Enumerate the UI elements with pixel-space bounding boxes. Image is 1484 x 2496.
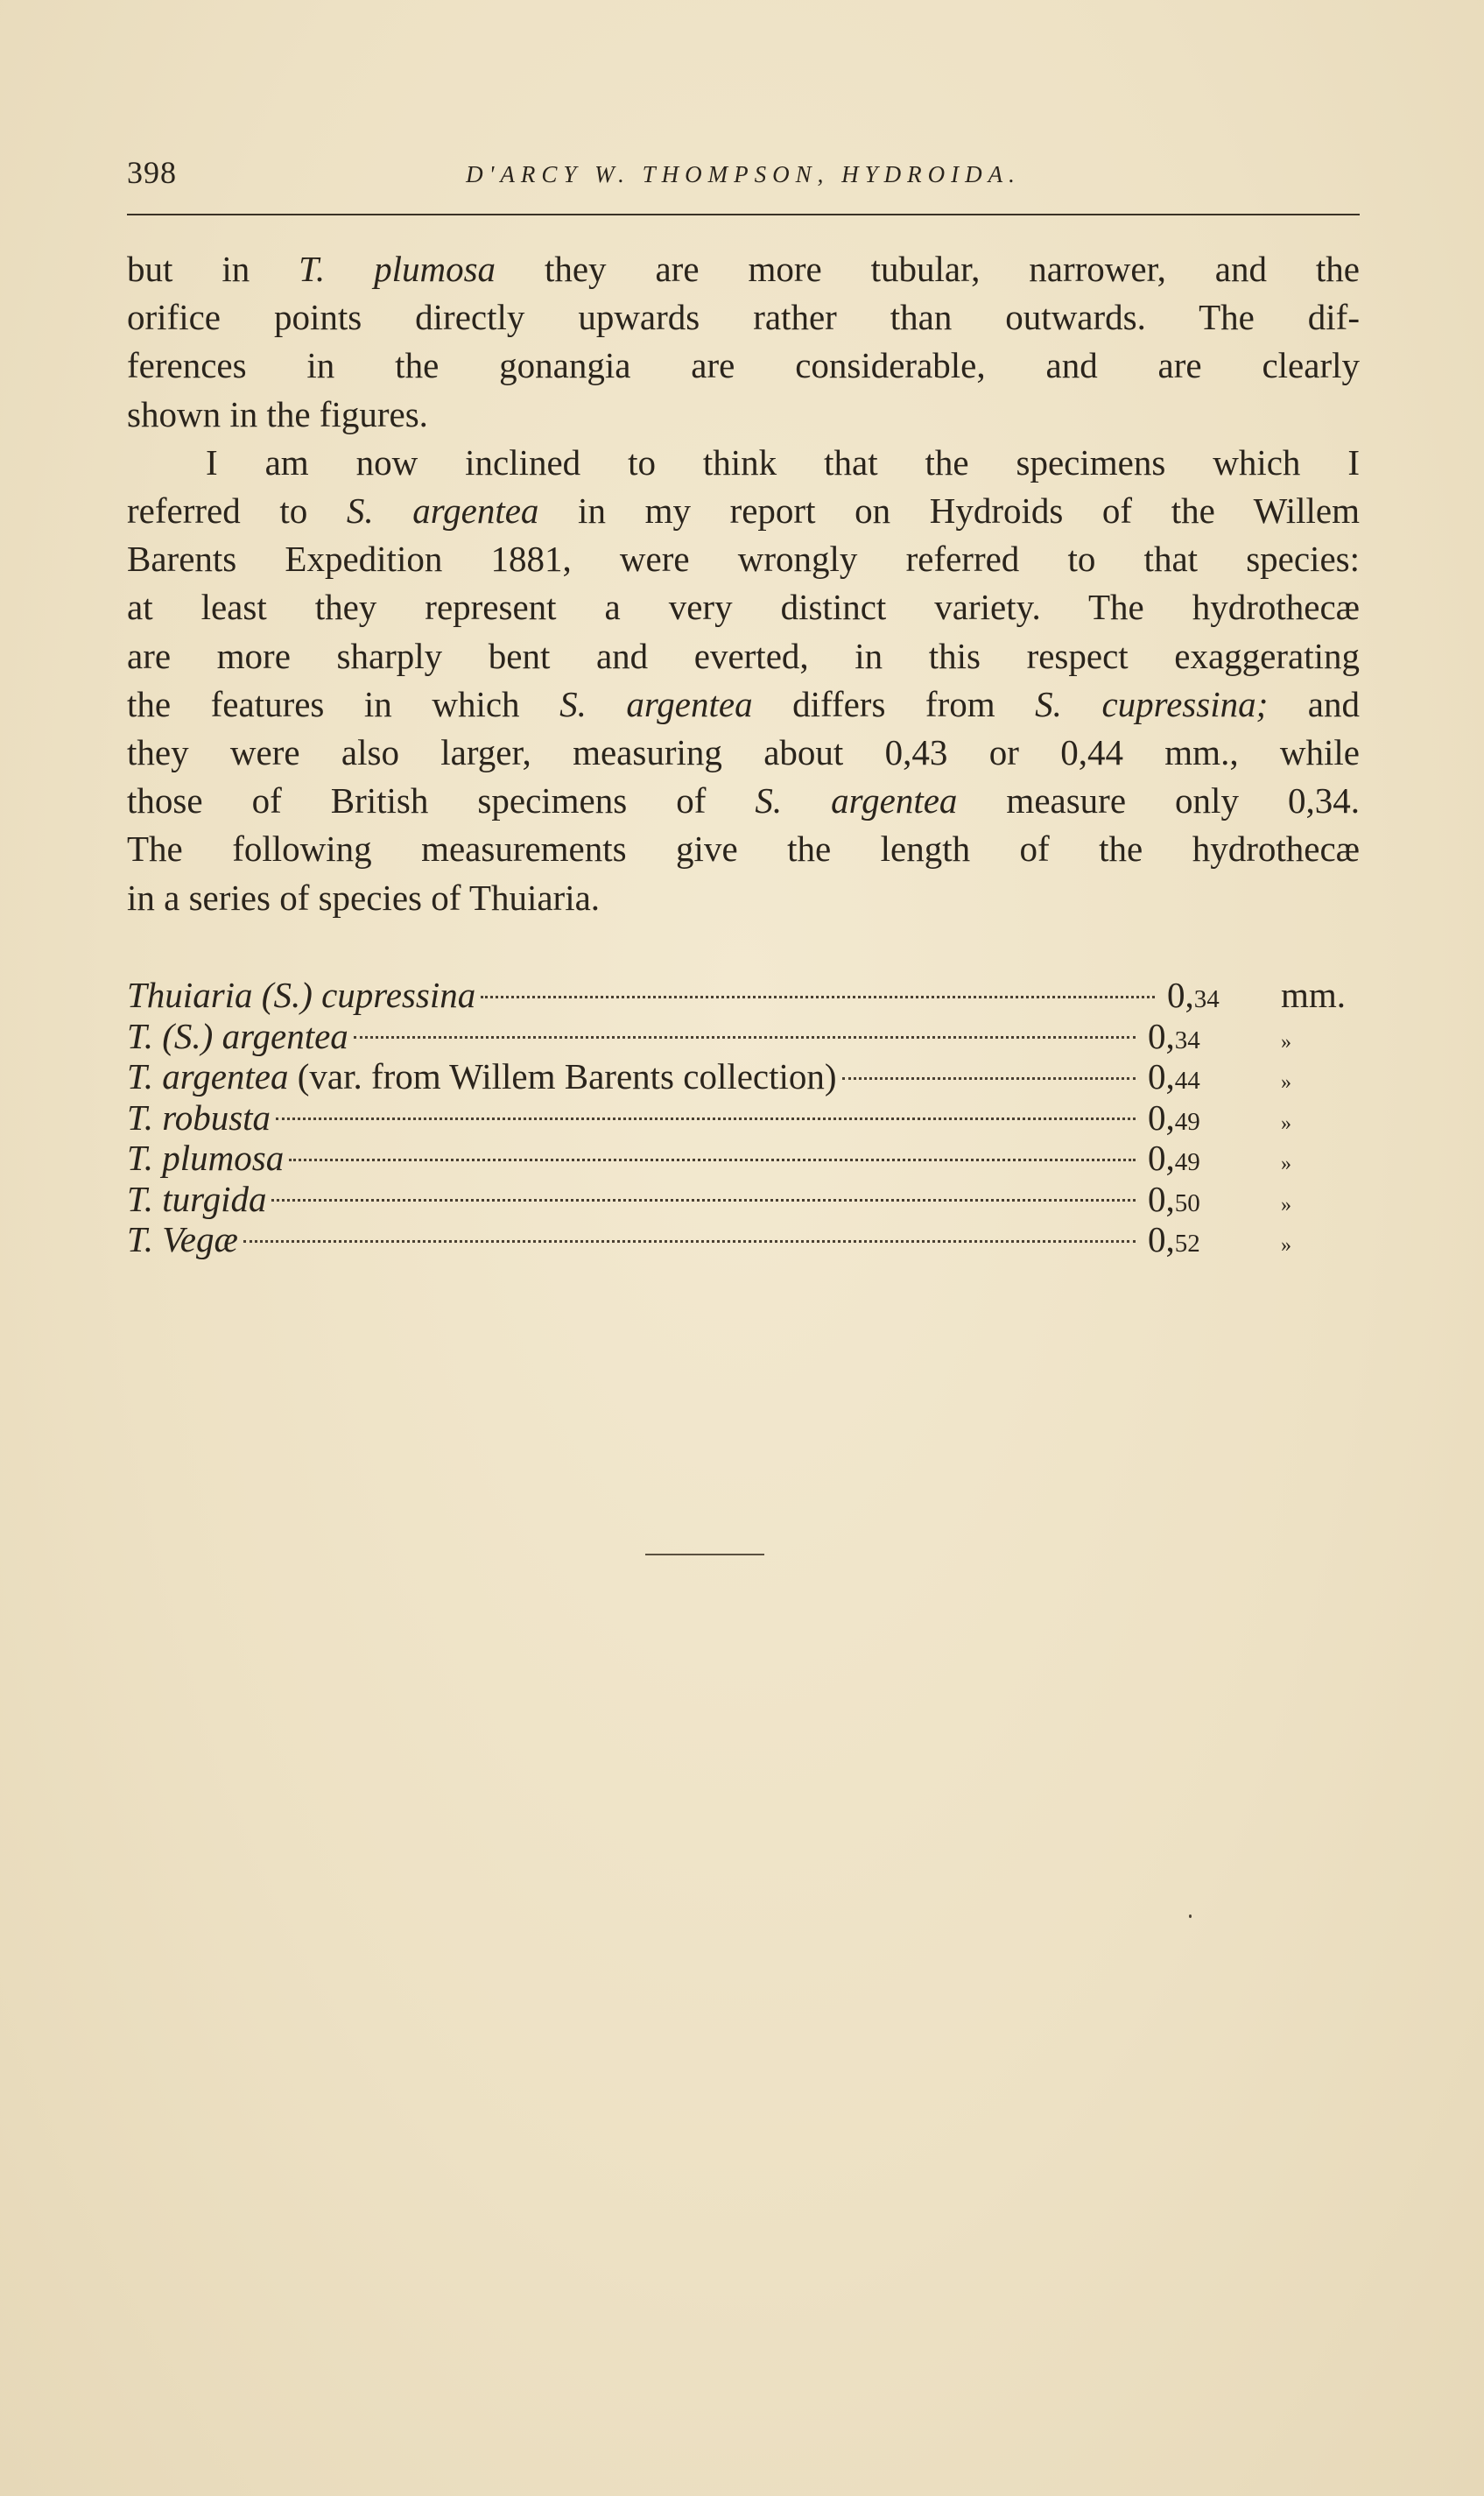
value-decimal: 34 [1193,985,1220,1013]
species-name: T. turgida [127,1178,267,1219]
dot-leader [271,1199,1136,1202]
text-line: Barents Expedition 1881, were wrongly referred to that species: [127,539,1360,580]
value-decimal: 52 [1174,1230,1200,1258]
value-integer: 0, [1148,1096,1175,1138]
end-rule [645,1554,764,1555]
running-title: D'ARCY W. THOMPSON, HYDROIDA. [466,161,1021,187]
value-decimal: 49 [1174,1107,1200,1136]
value-integer: 0, [1167,975,1194,1015]
species-cell [127,1178,266,1220]
species-name: T. plumosa [127,1138,285,1178]
species-cell [127,974,475,1016]
text-line: are more sharply bent and everted, in this respect exaggerating [127,635,1360,676]
unit-label: » [1281,1111,1291,1135]
species-name: S. argentea [346,490,539,532]
table-row [127,1137,1368,1178]
value-integer: 0, [1148,1178,1175,1219]
unit-label: mm. [1281,975,1347,1015]
text-line: but in T. plumosa they are more tubular, narrower, and the [127,249,1360,289]
text-line: in a series of species of Thuiaria. [127,877,601,918]
table-row [127,974,1368,1015]
dot-leader [289,1159,1136,1161]
species-name: S. argentea [559,683,753,724]
text-line: shown in the figures. [127,393,428,434]
value-decimal: 50 [1174,1188,1200,1217]
species-name: T. robusta [127,1096,271,1138]
table-row [127,1178,1368,1219]
dot-leader [276,1118,1136,1120]
species-cell [127,1015,348,1057]
unit-label: » [1281,1030,1291,1054]
dot-leader [842,1077,1136,1080]
text-line: those of British specimens of S. argentea measure only 0,34. [127,780,1360,821]
table-row [127,1055,1368,1096]
unit-label: » [1281,1071,1291,1094]
text-line: they were also larger, measuring about 0,43 or 0,44 mm., while [127,732,1360,773]
species-cell [127,1055,837,1097]
text-line: the features in which S. argentea differs from S. cupressina; and [127,683,1360,724]
value-decimal: 34 [1174,1026,1200,1054]
species-note: (var. from Willem Barents collection) [288,1056,837,1096]
unit-label: » [1281,1193,1291,1216]
species-name: T. argentea [127,1056,289,1096]
value-decimal: 44 [1174,1067,1200,1095]
text-line: orifice points directly upwards rather than outwards. The dif- [127,297,1360,338]
length-value [1167,974,1272,1016]
species-name: T. Vegæ [127,1219,238,1259]
length-value [1148,1015,1253,1057]
species-name: T. (S.) argentea [127,1015,348,1056]
value-integer: 0, [1148,1138,1175,1178]
length-value [1148,1096,1253,1139]
value-decimal: 49 [1174,1148,1200,1176]
value-integer: 0, [1148,1056,1175,1096]
length-value [1148,1137,1253,1179]
species-name: S. argentea [755,780,958,821]
value-integer: 0, [1148,1015,1175,1056]
body-text [127,245,1360,922]
length-value [1148,1218,1253,1260]
page-number: 398 [127,155,177,190]
text-line: The following measurements give the length of the hydrothecæ [127,828,1360,870]
dot-leader [354,1036,1136,1039]
measurement-table [127,974,1368,1259]
length-value [1148,1178,1253,1220]
species-name: T. plumosa [299,249,496,289]
value-integer: 0, [1148,1219,1175,1259]
table-row [127,1218,1368,1259]
unit-label: » [1281,1234,1291,1257]
unit-label: » [1281,1153,1291,1175]
running-head [127,154,1360,198]
table-row [127,1096,1368,1138]
species-cell [127,1096,271,1139]
paragraph-2 [127,439,1360,922]
species-name: Thuiaria (S.) cupressina [127,975,476,1015]
paragraph-1 [127,245,1360,439]
text-line: referred to S. argentea in my report on Hydroids of the Willem [127,490,1360,532]
species-cell [127,1137,284,1179]
dot-leader [481,996,1155,998]
header-rule [127,214,1360,215]
dot-leader [243,1240,1136,1243]
species-cell [127,1218,238,1260]
table-row [127,1015,1368,1056]
text-line: I am now inclined to think that the specimens which I [206,441,1360,483]
length-value [1148,1055,1253,1097]
text-line: at least they represent a very distinct variety. The hydrothecæ [127,587,1360,628]
print-speck [1189,1914,1192,1918]
species-name: S. cupressina; [1035,683,1269,724]
text-line: ferences in the gonangia are considerable, and are clearly [127,345,1360,386]
